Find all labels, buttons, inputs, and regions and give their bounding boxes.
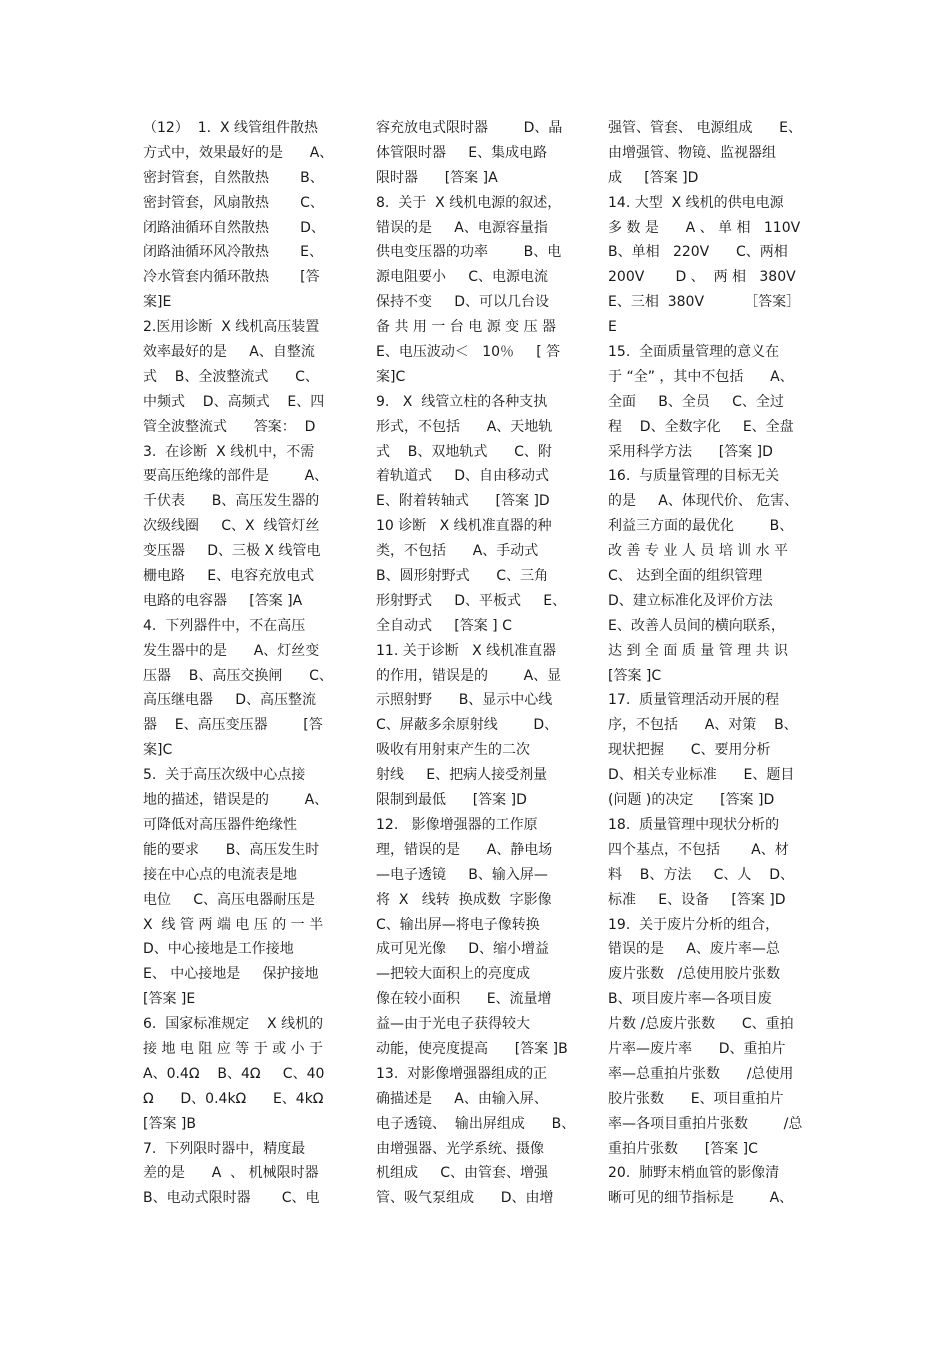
text-line: 由增强管、物镜、监视器组 — [608, 144, 776, 161]
text-line: 率—各项目重拍片张数 /总 — [608, 1115, 803, 1132]
text-line: 次级线圈 C、X 线管灯丝 — [143, 518, 320, 535]
text-line: 闭路油循环自然散热 D、 — [143, 219, 325, 236]
text-line: 形射野式 D、平板式 E、 — [376, 592, 567, 609]
text-line: [答案 ]E — [143, 991, 196, 1008]
text-line: A、0.4Ω B、4Ω C、40 — [143, 1065, 325, 1082]
text-line: —把较大面积上的亮度成 — [376, 966, 530, 983]
text-line: 确描述是 A、由输入屏、 — [376, 1090, 548, 1107]
text-line: 多 数 是 A 、 单 相 110V — [608, 219, 801, 236]
text-line: 200V D 、 两 相 380V — [608, 269, 796, 286]
text-line: 管、吸气泵组成 D、由增 — [376, 1190, 554, 1207]
text-line: 晰可见的细节指标是 A、 — [608, 1190, 794, 1207]
text-line: 可降低对高压器件绝缘性 — [143, 816, 297, 833]
text-line: 差的是 A 、 机械限时器 — [143, 1165, 319, 1182]
text-line: 14. 大型 X 线机的供电电源 — [608, 194, 784, 211]
text-line: 成可见光像 D、缩小增益 — [376, 941, 550, 958]
text-line: 的作用，错误是的 A、显 — [376, 667, 562, 684]
text-line: 8. 关于 X 线机电源的叙述， — [376, 194, 562, 211]
text-line: —电子透镜 B、输入屏— — [376, 866, 548, 883]
text-line: 成 [答案 ]D — [608, 169, 699, 186]
text-line: 密封管套，风扇散热 C、 — [143, 194, 324, 211]
text-line: 体管限时器 E、集成电路 — [376, 144, 548, 161]
text-line: D、建立标准化及评价方法 — [608, 592, 773, 609]
text-line: 备 共 用 一 台 电 源 变 压 器 — [376, 319, 557, 336]
text-line: 容充放电式限时器 D、晶 — [376, 120, 563, 136]
text-line: 胶片张数 E、项目重拍片 — [608, 1090, 784, 1107]
text-line: 料 B、方法 C、人 D、 — [608, 866, 795, 883]
text-line: 动能，使亮度提高 [答案 ]B — [376, 1040, 568, 1057]
text-line: Ω D、0.4kΩ E、4kΩ — [143, 1090, 324, 1107]
text-line: 压器 B、高压交换闸 C、 — [143, 667, 333, 684]
text-line: 式 B、双地轨式 C、附 — [376, 443, 552, 460]
text-line: (问题 )的决定 [答案 ]D — [608, 792, 775, 809]
text-line: 地的描述，错误是的 A、 — [143, 792, 329, 809]
text-line: 强管、管套、 电源组成 E、 — [608, 120, 802, 136]
text-line: 变压器 D、三极 X 线管电 — [143, 543, 321, 560]
text-line: 案]E — [143, 294, 172, 311]
text-line: 效率最好的是 A、自整流 — [143, 344, 315, 361]
text-line: 程 D、全数字化 E、全盘 — [608, 418, 794, 435]
text-line: 案]C — [143, 742, 173, 759]
text-line: 3. 在诊断 X 线机中，不需 — [143, 443, 315, 460]
text-line: 11. 关于诊断 X 线机准直器 — [376, 642, 557, 659]
text-line: （12） 1. X 线管组件散热 — [143, 120, 319, 136]
text-line: 达 到 全 面 质 量 管 理 共 识 — [608, 642, 789, 659]
text-line: 器 E、高压变压器 [答 — [143, 717, 323, 734]
text-line: 保持不变 D、可以几台设 — [376, 294, 550, 311]
text-line: 千伏表 B、高压发生器的 — [143, 493, 320, 510]
text-line: 2.医用诊断 X 线机高压装置 — [143, 319, 320, 336]
text-line: 发生器中的是 A、灯丝变 — [143, 642, 320, 659]
text-line: 限时器 [答案 ]A — [376, 169, 498, 186]
text-line: 高压继电器 D、高压整流 — [143, 692, 317, 709]
text-line: C、 达到全面的组织管理 — [608, 568, 763, 585]
text-line: E、三相 380V ［答案］ — [608, 294, 801, 311]
text-line: 率—总重拍片张数 /总使用 — [608, 1065, 794, 1082]
text-line: 片率—废片率 D、重拍片 — [608, 1040, 786, 1057]
text-line: X 线 管 两 端 电 压 的 一 半 — [143, 916, 324, 933]
text-line: 18. 质量管理中现状分析的 — [608, 816, 780, 833]
text-line: 7. 下列限时器中，精度最 — [143, 1140, 306, 1157]
text-line: 于 “全” ，其中不包括 A、 — [608, 368, 794, 385]
text-line: 式 B、全波整流式 C、 — [143, 368, 319, 385]
text-line: 像在较小面积 E、流量增 — [376, 991, 552, 1008]
text-line: 20. 肺野末梢血管的影像清 — [608, 1165, 780, 1182]
text-line: 全面 B、全员 C、全过 — [608, 393, 784, 410]
text-line: [答案 ]B — [143, 1115, 196, 1132]
text-line: 标准 E、设备 [答案 ]D — [608, 891, 786, 908]
text-line: 16. 与质量管理的目标无关 — [608, 468, 780, 485]
text-line: 接 地 电 阻 应 等 于 或 小 于 — [143, 1040, 324, 1057]
text-column-2 — [376, 116, 576, 1211]
text-line: 管全波整流式 答案： D — [143, 418, 316, 435]
text-line: C、输出屏—将电子像转换 — [376, 916, 540, 933]
text-line: E、改善人员间的横向联系， — [608, 617, 785, 634]
text-line: 15. 全面质量管理的意义在 — [608, 344, 780, 361]
text-line: 电位 C、高压电器耐压是 — [143, 891, 316, 908]
text-line: 中频式 D、高频式 E、四 — [143, 393, 325, 410]
text-line: 17. 质量管理活动开展的程 — [608, 692, 780, 709]
text-line: 射线 E、把病人接受剂量 — [376, 767, 548, 784]
text-line: 废片张数 /总使用胶片张数 — [608, 966, 781, 983]
text-line: 10 诊断 X 线机准直器的种 — [376, 518, 552, 535]
text-line: 理，错误的是 A、静电场 — [376, 841, 553, 858]
text-column-3 — [608, 116, 808, 1211]
text-line: B、项目废片率—各项目废 — [608, 991, 772, 1008]
text-line: 能的要求 B、高压发生时 — [143, 841, 320, 858]
text-line: 栅电路 E、电容充放电式 — [143, 568, 315, 585]
text-line: E、附着转轴式 [答案 ]D — [376, 493, 550, 510]
text-line: B、圆形射野式 C、三角 — [376, 568, 549, 585]
text-line: 电路的电容器 [答案 ]A — [143, 592, 303, 609]
text-line: 密封管套，自然散热 B、 — [143, 169, 324, 186]
text-line: 5. 关于高压次级中心点接 — [143, 767, 306, 784]
text-line: 方式中，效果最好的是 A、 — [143, 144, 334, 161]
text-line: 机组成 C、由管套、增强 — [376, 1165, 549, 1182]
text-line: 冷水管套内循环散热 [答 — [143, 269, 320, 286]
text-line: 要高压绝缘的部件是 A、 — [143, 468, 329, 485]
text-line: E、电压波动＜ 10％ [ 答 — [376, 344, 561, 361]
text-line: 重拍片张数 [答案 ]C — [608, 1140, 758, 1157]
text-line: 示照射野 B、显示中心线 — [376, 692, 553, 709]
text-line: B、电动式限时器 C、电 — [143, 1190, 320, 1207]
text-line: 12. 影像增强器的工作原 — [376, 816, 538, 833]
text-line: 6. 国家标准规定 X 线机的 — [143, 1016, 324, 1033]
text-line: 益—由于光电子获得较大 — [376, 1016, 530, 1033]
text-line: 将 X 线转 换成数 字影像 — [376, 891, 552, 908]
text-line: 供电变压器的功率 B、电 — [376, 244, 562, 261]
text-line: E — [608, 319, 617, 336]
text-line: 错误的是 A、废片率—总 — [608, 941, 780, 958]
text-line: 利益三方面的最优化 B、 — [608, 518, 794, 535]
text-line: 着轨道式 D、自由移动式 — [376, 468, 550, 485]
text-line: 电子透镜、 输出屏组成 B、 — [376, 1115, 576, 1132]
text-line: 类，不包括 A、手动式 — [376, 543, 539, 560]
text-line: 接在中心点的电流表是地 — [143, 866, 297, 883]
text-line: D、中心接地是工作接地 — [143, 941, 294, 958]
text-line: C、屏蔽多余原射线 D、 — [376, 717, 559, 734]
text-line: 案]C — [376, 368, 406, 385]
text-line: E、 中心接地是 保护接地 — [143, 966, 319, 983]
text-line: B、单相 220V C、两相 — [608, 244, 788, 261]
text-line: 限制到最低 [答案 ]D — [376, 792, 527, 809]
text-line: 改 善 专 业 人 员 培 训 水 平 — [608, 543, 789, 560]
text-line: 19. 关于废片分析的组合， — [608, 916, 780, 933]
text-line: D、相关专业标准 E、题目 — [608, 767, 795, 784]
text-line: 的是 A、体现代价、 危害、 — [608, 493, 799, 510]
text-line: 9. X 线管立柱的各种支执 — [376, 393, 548, 410]
text-line: 错误的是 A、电源容量指 — [376, 219, 548, 236]
text-line: 采用科学方法 [答案 ]D — [608, 443, 773, 460]
text-line: 四个基点，不包括 A、材 — [608, 841, 789, 858]
text-line: 由增强器、光学系统、摄像 — [376, 1140, 544, 1157]
text-line: 源电阻要小 C、电源电流 — [376, 269, 549, 286]
text-column-1 — [143, 116, 343, 1211]
text-line: 片数 /总废片张数 C、重拍 — [608, 1016, 794, 1033]
text-line: 形式，不包括 A、天地轨 — [376, 418, 553, 435]
text-line: 4. 下列器件中，不在高压 — [143, 617, 306, 634]
text-line: 序，不包括 A、对策 B、 — [608, 717, 798, 734]
text-line: 闭路油循环风冷散热 E、 — [143, 244, 323, 261]
text-line: 现状把握 C、要用分析 — [608, 742, 771, 759]
text-line: [答案 ]C — [608, 667, 662, 684]
text-line: 全自动式 [答案 ] C — [376, 617, 512, 634]
text-line: 13. 对影像增强器组成的正 — [376, 1065, 548, 1082]
text-line: 吸收有用射束产生的二次 — [376, 742, 530, 759]
